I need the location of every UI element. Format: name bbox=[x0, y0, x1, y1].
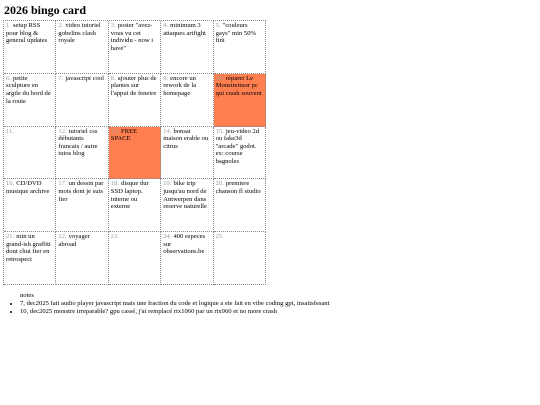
bingo-cell bbox=[214, 74, 266, 127]
cell-text: bonsai maison erable ou citrus bbox=[163, 127, 209, 150]
cell-text: setup RSS pour blog & general updates bbox=[6, 22, 48, 45]
cell-number: 15. bbox=[215, 127, 224, 135]
note-item: • 10, dec2025 monstre irreparable? gpu cassé, j'ai remplacé rtx1060 par un rtx960 et no more crash bbox=[20, 308, 540, 316]
cell-number: 16. bbox=[6, 180, 15, 188]
cell-number: 12. bbox=[58, 127, 67, 135]
cell-number: 11. bbox=[6, 127, 14, 135]
cell-text: "couleurs gays" min 50% fini bbox=[215, 22, 257, 45]
cell-number: 25. bbox=[215, 233, 224, 241]
bingo-cell bbox=[109, 127, 161, 180]
notes-list bbox=[8, 300, 540, 316]
cell-text: un dessin par mois dont je suis fier bbox=[58, 180, 104, 203]
bingo-cell bbox=[109, 21, 161, 74]
cell-number: 18. bbox=[110, 180, 120, 188]
cell-number: 1. bbox=[6, 22, 11, 29]
cell-text: disque dur SSD laptop. interne ou externe bbox=[110, 180, 149, 211]
cell-text: ajouter plus de plantes sur l'appui de fenetre bbox=[110, 74, 157, 97]
bingo-cell bbox=[4, 232, 56, 285]
cell-number: 24. bbox=[163, 233, 172, 241]
cell-text: minimum 3 attaques artfight bbox=[163, 22, 206, 37]
bingo-cell bbox=[56, 232, 108, 285]
cell-text: premiere chanson fl studio bbox=[215, 180, 261, 195]
bingo-cell bbox=[56, 21, 108, 74]
cell-number: 23. bbox=[110, 233, 120, 241]
bingo-cell bbox=[214, 179, 266, 232]
cell-number: 13. bbox=[110, 127, 120, 135]
cell-text: min un grand-ish graffiti dont chui fier en retrospect bbox=[6, 233, 51, 263]
cell-number: 22. bbox=[58, 233, 67, 241]
bingo-cell bbox=[214, 232, 266, 285]
bingo-cell bbox=[161, 179, 213, 232]
cell-text: bike trip jusqu'au nord de Antwerpen dans reserve naturelle bbox=[163, 180, 207, 211]
cell-text: CD/DVD musique archive bbox=[6, 180, 50, 195]
page-title: 2026 bingo card bbox=[4, 3, 87, 17]
bingo-cell bbox=[56, 74, 108, 127]
cell-number: 19. bbox=[163, 180, 172, 188]
cell-number: 20. bbox=[215, 180, 224, 188]
cell-text: encore un rework de la homepage bbox=[163, 74, 197, 97]
cell-number: 10. bbox=[215, 74, 224, 82]
cell-text: video tutoriel gobelins clash royale bbox=[58, 22, 101, 45]
bingo-cell bbox=[4, 127, 56, 180]
bingo-cell bbox=[214, 127, 266, 180]
bingo-cell bbox=[56, 127, 108, 180]
cell-number: 3. bbox=[110, 22, 116, 29]
cell-number: 2. bbox=[58, 22, 64, 29]
notes-label: notes bbox=[20, 292, 34, 299]
cell-number: 5. bbox=[215, 22, 221, 29]
bingo-cell bbox=[56, 179, 108, 232]
bingo-cell bbox=[161, 232, 213, 285]
bingo-cell bbox=[214, 21, 266, 74]
cell-number: 14. bbox=[163, 127, 172, 135]
cell-number: 17. bbox=[58, 180, 67, 188]
cell-text: réparer Le Monstreituor pc qui crash souvent bbox=[215, 74, 262, 97]
cell-number: 7. bbox=[58, 74, 64, 82]
cell-number: 4. bbox=[163, 22, 169, 29]
bingo-cell bbox=[4, 74, 56, 127]
cell-text: FREE SPACE bbox=[110, 127, 138, 143]
cell-text: petite sculpture en argile du bord de la route bbox=[6, 74, 51, 105]
cell-text: 400 especes sur observations.be bbox=[163, 233, 206, 256]
cell-number: 21. bbox=[6, 233, 15, 241]
bingo-grid bbox=[3, 20, 266, 285]
cell-text: poster "avez-vous vu cet individu - now i have" bbox=[110, 22, 154, 52]
bingo-cell bbox=[109, 179, 161, 232]
cell-text: voyager abroad bbox=[58, 233, 90, 248]
bingo-cell bbox=[161, 74, 213, 127]
bingo-cell bbox=[161, 127, 213, 180]
cell-text: tutoriel css débutants francais / autre tutos blog bbox=[58, 127, 98, 158]
bingo-cell bbox=[161, 21, 213, 74]
cell-number: 9. bbox=[163, 74, 169, 82]
bingo-cell bbox=[109, 232, 161, 285]
bingo-cell bbox=[109, 74, 161, 127]
cell-text: jeu-video 2d ou fake3d "arcade" godot. ex: course bagnoles bbox=[215, 127, 259, 165]
cell-number: 8. bbox=[110, 74, 116, 82]
note-item: • 7, dec2025 fait audio player javascript mais une fraction du code et logique a ete fait en vibe coding gpt, insatisfesant bbox=[20, 300, 540, 308]
cell-text: javascript cool bbox=[65, 74, 104, 82]
bingo-cell bbox=[4, 21, 56, 74]
bingo-cell bbox=[4, 179, 56, 232]
cell-number: 6. bbox=[6, 74, 11, 82]
